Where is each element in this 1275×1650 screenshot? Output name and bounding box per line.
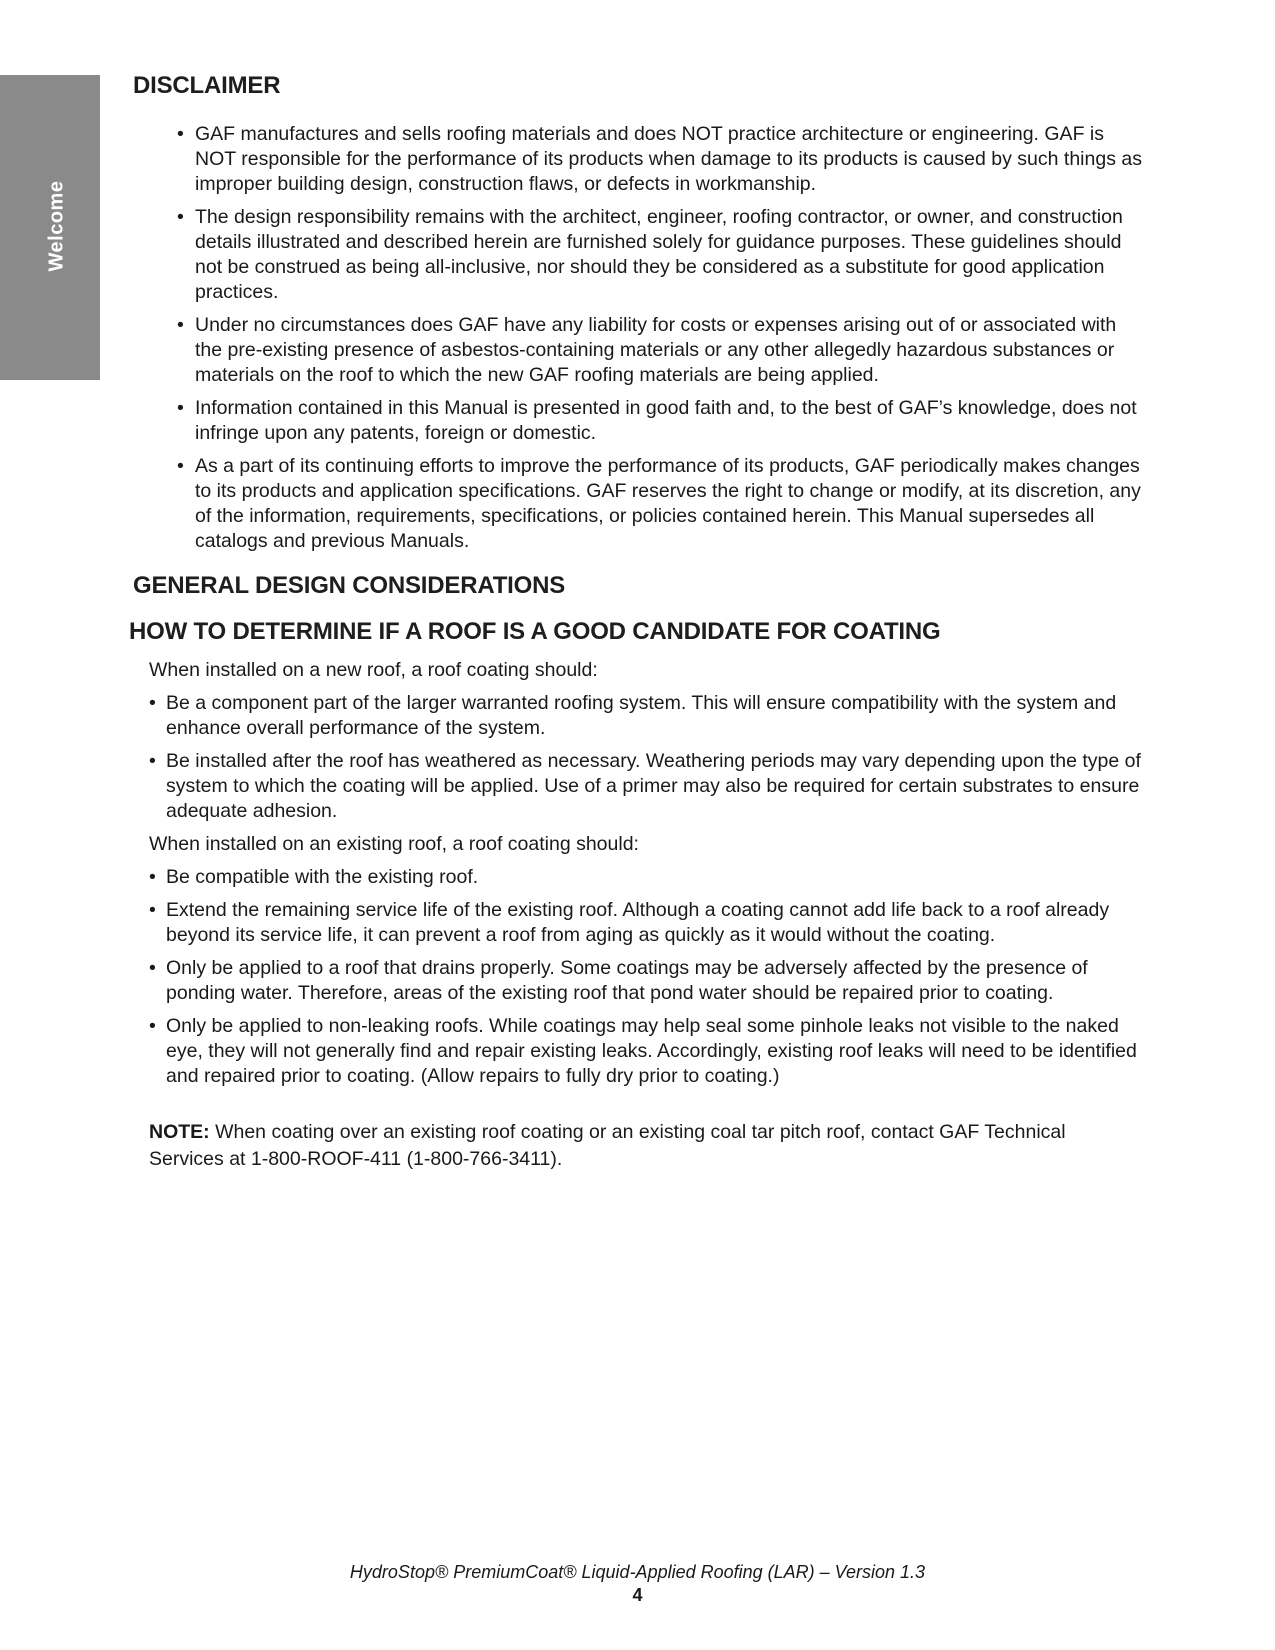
list-item: • Be a component part of the larger warranted roofing system. This will ensure compatibility with the system and enhance overall performance of the system. bbox=[149, 691, 1143, 741]
list-item: • Be compatible with the existing roof. bbox=[149, 865, 1143, 890]
list-item: • Only be applied to a roof that drains properly. Some coatings may be adversely affected by the presence of ponding water. Therefore, areas of the existing roof that pond water should be repaired prior to coating. bbox=[149, 956, 1143, 1006]
page-number: 4 bbox=[632, 1585, 643, 1605]
new-roof-list bbox=[133, 691, 1143, 824]
general-design-heading: GENERAL DESIGN CONSIDERATIONS bbox=[133, 572, 566, 599]
list-item: • Under no circumstances does GAF have any liability for costs or expenses arising out of or associated with the pre-existing presence of asbestos-containing materials or any other allegedly hazardous substances or materials on the roof to which the new GAF roofing materials are being applied. bbox=[179, 313, 1143, 388]
list-item: • The design responsibility remains with the architect, engineer, roofing contractor, or owner, and construction details illustrated and described herein are furnished solely for guidance purposes. These guidelines should not be construed as being all-inclusive, nor should they be considered as a substitute for good application practices. bbox=[179, 205, 1143, 305]
note-text: When coating over an existing roof coating or an existing coal tar pitch roof, contact GAF Technical Services at 1-800-ROOF-411 (1-800-766-3411). bbox=[149, 1121, 1066, 1170]
disclaimer-list bbox=[133, 122, 1143, 554]
coating-candidate-heading: HOW TO DETERMINE IF A ROOF IS A GOOD CANDIDATE FOR COATING bbox=[129, 618, 941, 645]
section-tab-label: Welcome bbox=[45, 180, 68, 272]
list-item: • Information contained in this Manual is presented in good faith and, to the best of GAF’s knowledge, does not infringe upon any patents, foreign or domestic. bbox=[179, 396, 1143, 446]
footer-title: HydroStop® PremiumCoat® Liquid-Applied Roofing (LAR) – Version 1.3 bbox=[349, 1562, 926, 1582]
page-content bbox=[129, 72, 1143, 1173]
list-item: • Be installed after the roof has weathered as necessary. Weathering periods may vary depending upon the type of system to which the coating will be applied. Use of a primer may also be required for certain substrates to ensure adequate adhesion. bbox=[149, 749, 1143, 824]
new-roof-intro: When installed on a new roof, a roof coating should: bbox=[149, 659, 598, 681]
list-item: • Extend the remaining service life of the existing roof. Although a coating cannot add life back to a roof already beyond its service life, it can prevent a roof from aging as quickly as it would without the coating. bbox=[149, 898, 1143, 948]
list-item: • As a part of its continuing efforts to improve the performance of its products, GAF periodically makes changes to its products and application specifications. GAF reserves the right to change or modify, at its discretion, any of the information, requirements, specifications, or policies contained herein. This Manual supersedes all catalogs and previous Manuals. bbox=[179, 454, 1143, 554]
existing-roof-list bbox=[133, 865, 1143, 1089]
existing-roof-intro: When installed on an existing roof, a roof coating should: bbox=[149, 833, 639, 855]
list-item: • Only be applied to non-leaking roofs. While coatings may help seal some pinhole leaks not visible to the naked eye, they will not generally find and repair existing leaks. Accordingly, existing roof leaks will need to be identified and repaired prior to coating. (Allow repairs to fully dry prior to coating.) bbox=[149, 1014, 1143, 1089]
list-item: • GAF manufactures and sells roofing materials and does NOT practice architecture or engineering. GAF is NOT responsible for the performance of its products when damage to its products is caused by such things as improper building design, construction flaws, or defects in workmanship. bbox=[179, 122, 1143, 197]
note-label: NOTE: bbox=[149, 1121, 210, 1143]
disclaimer-heading: DISCLAIMER bbox=[133, 72, 281, 99]
page-footer bbox=[0, 1560, 1275, 1606]
note-paragraph bbox=[149, 1119, 1143, 1173]
